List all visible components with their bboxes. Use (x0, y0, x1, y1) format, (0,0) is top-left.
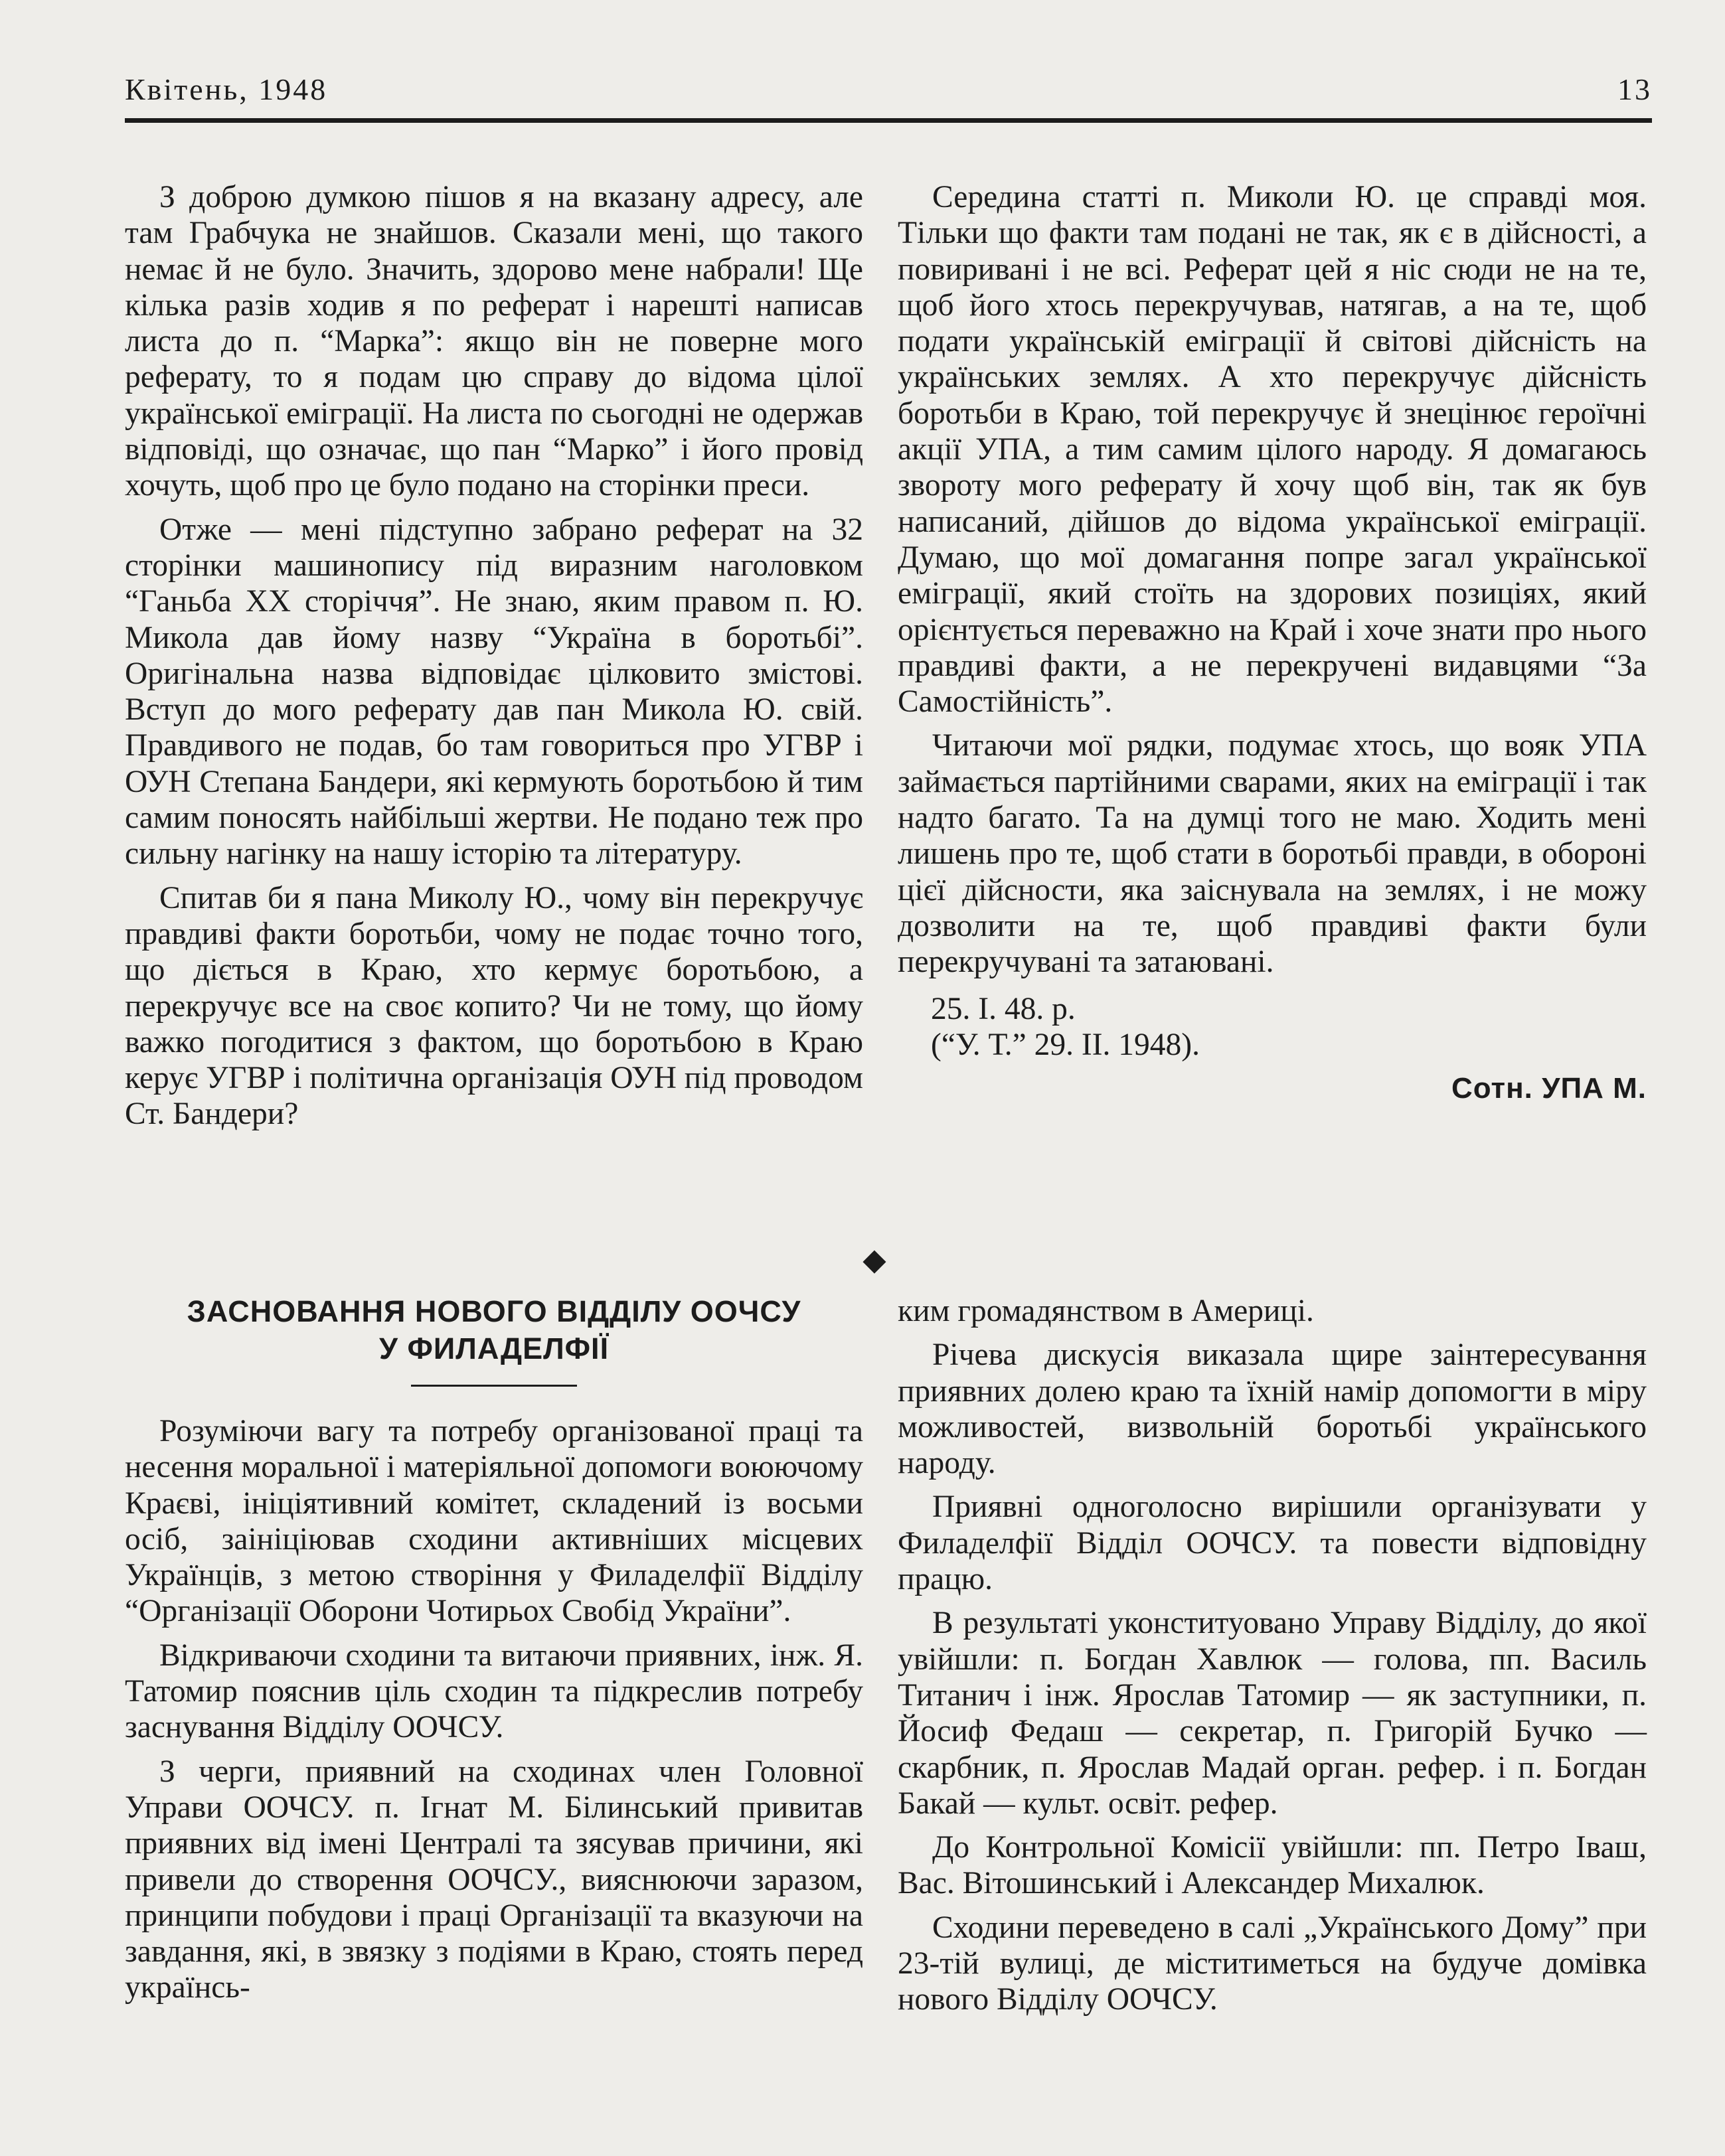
signature: Сотн. УПА М. (1451, 1072, 1647, 1105)
issue-date: Квітень, 1948 (125, 72, 328, 106)
letter-column-right (898, 179, 1647, 1107)
paragraph: Читаючи мої рядки, подумає хтось, що вояк УПА займається партійними сварами, яких на еміграції і так надто багато. Та на думці того не маю. Ходить мені лишень про те, щоб стати в боротьбі правди, в обороні цієї дійсности, яка заіснувала на землях, і не можу дозволити на те, щоб правдиві факти були перекручувані та затаювані. (898, 728, 1647, 980)
letter-column-left (125, 179, 863, 1140)
paragraph: Сходини переведено в салі „Українського Дому” при 23-тій вулиці, де міститиметься на будуче домівка нового Відділу ООЧСУ. (898, 1910, 1647, 2017)
headline-rule (411, 1385, 577, 1387)
paragraph: Приявні одноголосно вирішили організувати у Филаделфії Відділ ООЧСУ. та повести відповідну працю. (898, 1490, 1647, 1597)
running-header (125, 72, 1652, 118)
header-rule (125, 118, 1652, 123)
paragraph: З черги, приявний на сходинах член Головної Управи ООЧСУ. п. Ігнат М. Білинський привитав приявних від імені Централі та зясував причини, які привели до створення ООЧСУ., вияснюючи заразом, принципи побудови і праці Організації та вказуючи на завдання, які, в звязку з подіями в Краю, стоять перед українсь- (125, 1754, 863, 2005)
paragraph: З доброю думкою пішов я на вказану адресу, але там Грабчука не знайшов. Сказали мені, що такого немає й не було. Значить, здорово мене набрали! Ще кілька разів ходив я по реферат і нарешті написав листа до п. “Марка”: якщо він не поверне мого реферату, то я подам цю справу до відома цілої української еміграції. На листа по сьогодні не одержав відповіді, що означає, що пан “Марко” і його провід хочуть, щоб про це було подано на сторінки преси. (125, 180, 863, 503)
paragraph: Отже — мені підступно забрано реферат на 32 сторінки машинопису під виразним наголовком “Ганьба XX сторіччя”. Не знаю, яким правом п. Ю. Микола дав йому назву “Україна в боротьбі”. Оригінальна назва відповідає цілковито змістові. Вступ до мого реферату дав пан Микола Ю. свій. Правдивого не подав, бо там говориться про УГВР і ОУН Степана Бандери, які кермують боротьбою й тим самим поносять найбільші жертви. Не подано теж про сильну нагінку на нашу історію та літературу. (125, 512, 863, 872)
paragraph: До Контрольної Комісії увійшли: пп. Петро Іваш, Вас. Вітошинський і Александер Михалюк. (898, 1830, 1647, 1901)
article-column-right (898, 1293, 1647, 2026)
paragraph-continuation: ким громадянством в Америці. (898, 1294, 1314, 1328)
diamond-separator-icon: ◆ (862, 1243, 886, 1276)
headline-line-1: ЗАСНОВАННЯ НОВОГО ВІДДІЛУ ООЧСУ (187, 1294, 801, 1328)
paragraph: Розуміючи вагу та потребу організованої праці та несення моральної і матеріяльної допомоги воюючому Краєві, ініціятивний комітет, складений із восьми осіб, заініціював сходини активніших місцевих Українців, з метою створіння у Филаделфії Відділу “Організації Оборони Чотирьох Свобід України”. (125, 1414, 863, 1629)
paragraph: Середина статті п. Миколи Ю. це справді моя. Тільки що факти там подані не так, як є в дійсності, а повиривані і не всі. Реферат цей я ніс сюди не на те, щоб його хтось перекручував, натягав, а на те, щоб подати українській еміграції й світові дійсність на українських землях. А хто перекручує дійсність боротьби в Краю, той перекручує й знецінює героїчні акції УПА, а тим самим цілого народу. Я домагаюсь звороту мого реферату й хочу щоб він, так як був написаний, дійшов до відома української еміграції. Думаю, що мої домагання попре загал української еміграції, який стоїть на здорових позиціях, який орієнтується переважно на Край і хоче знати про нього правдиві факти, а не перекручені видавцями “За Самостійність”. (898, 180, 1647, 720)
paragraph: Річева дискусія виказала щире заінтересування приявних долею краю та їхній намір допомогти в міру можливостей, визвольній боротьбі українського народу. (898, 1338, 1647, 1481)
headline-line-2: У ФИЛАДЕЛФІЇ (379, 1332, 609, 1365)
page-number: 13 (1617, 72, 1652, 106)
article-headline (125, 1293, 863, 1367)
paragraph: В результаті уконституовано Управу Відділу, до якої увійшли: п. Богдан Хавлюк — голова, пп. Василь Титанич і інж. Ярослав Татомир — як заступники, п. Йосиф Федаш — секретар, п. Григорій Бучко — скарбник, п. Ярослав Мадай орган. рефер. і п. Богдан Бакай — культ. освіт. рефер. (898, 1606, 1647, 1821)
letter-source: (“У. Т.” 29. II. 1948). (931, 1027, 1200, 1062)
article-column-left (125, 1293, 863, 2014)
paragraph: Спитав би я пана Миколу Ю., чому він перекручує правдиві факти боротьби, чому не подає точно того, що діється в Краю, хто кермує боротьбою, а перекручує все на своє копито? Чи не тому, що йому важко погодитися з фактом, що боротьбою в Краю керує УГВР і політична організація ОУН під проводом Ст. Бандери? (125, 880, 863, 1132)
paragraph: Відкриваючи сходини та витаючи приявних, інж. Я. Татомир пояснив ціль сходин та підкреслив потребу заснування Відділу ООЧСУ. (125, 1638, 863, 1745)
dateline (898, 991, 1647, 1063)
letter-date: 25. I. 48. р. (931, 991, 1076, 1026)
